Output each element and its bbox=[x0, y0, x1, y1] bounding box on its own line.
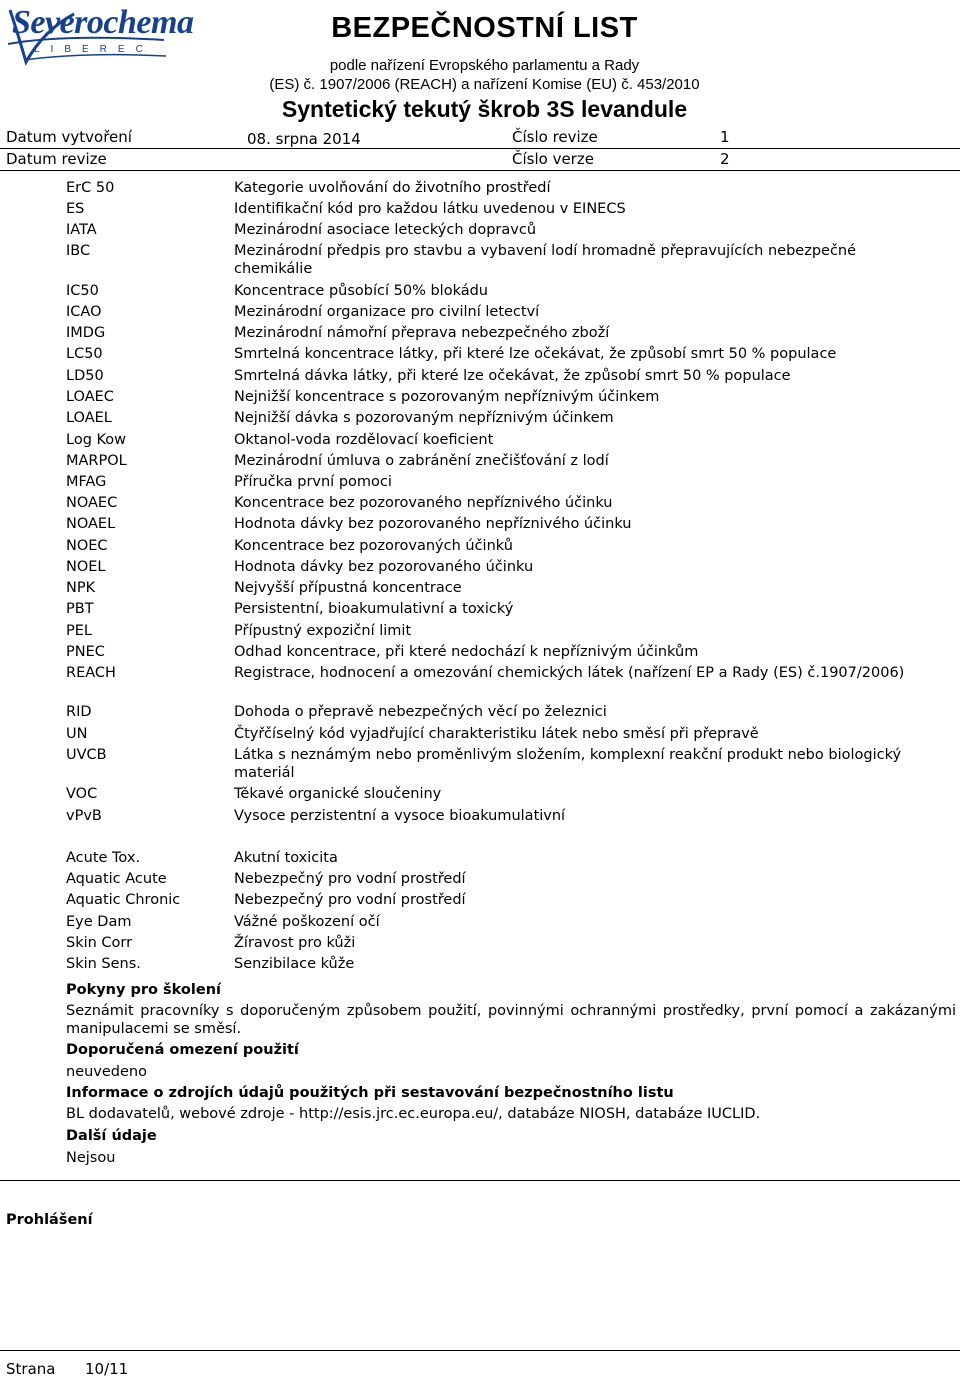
abbr-key: ICAO bbox=[66, 304, 102, 320]
hazard-value: Senzibilace kůže bbox=[234, 956, 355, 972]
hazard-value: Žíravost pro kůži bbox=[234, 935, 356, 951]
abbr-value: Smrtelná koncentrace látky, při které lze očekávat, že způsobí smrt 50 % populace bbox=[234, 346, 837, 362]
abbr-value: Persistentní, bioakumulativní a toxický bbox=[234, 601, 514, 617]
abbr-key: vPvB bbox=[66, 808, 102, 824]
created-label: Datum vytvoření bbox=[6, 128, 132, 146]
abbr-key: NOEL bbox=[66, 559, 106, 575]
abbr-value: Hodnota dávky bez pozorovaného nepříznivého účinku bbox=[234, 516, 632, 532]
created-value: 08. srpna 2014 bbox=[247, 130, 361, 148]
abbr-key: NPK bbox=[66, 580, 96, 596]
logo-wordmark: Severochema bbox=[12, 4, 194, 41]
abbr-value: Nejvyšší přípustná koncentrace bbox=[234, 580, 462, 596]
abbr-key: MARPOL bbox=[66, 453, 127, 469]
declaration-heading: Prohlášení bbox=[6, 1212, 93, 1228]
hazard-key: Aquatic Chronic bbox=[66, 892, 181, 908]
abbr-value: Nejnižší koncentrace s pozorovaným nepříznivým účinkem bbox=[234, 389, 660, 405]
abbr-value: Nejnižší dávka s pozorovaným nepříznivým účinkem bbox=[234, 410, 614, 426]
abbr-key: VOC bbox=[66, 786, 98, 802]
hazard-key: Aquatic Acute bbox=[66, 871, 167, 887]
abbr-value: Koncentrace působící 50% blokádu bbox=[234, 283, 488, 299]
abbr-key: REACH bbox=[66, 665, 116, 681]
abbr-value: Smrtelná dávka látky, při které lze očekávat, že způsobí smrt 50 % populace bbox=[234, 368, 791, 384]
revision-number-value: 1 bbox=[720, 128, 730, 146]
abbr-key: ErC 50 bbox=[66, 180, 115, 196]
abbr-value: Čtyřčíselný kód vyjadřující charakteristiku látek nebo směsí při přepravě bbox=[234, 726, 759, 742]
abbr-value: Odhad koncentrace, při které nedochází k nepříznivým účinkům bbox=[234, 644, 699, 660]
abbr-value: Mezinárodní námořní přeprava nebezpečného zboží bbox=[234, 325, 610, 341]
abbr-value: Koncentrace bez pozorovaného nepříznivého účinku bbox=[234, 495, 613, 511]
abbr-key: Log Kow bbox=[66, 432, 127, 448]
other-info-text: Nejsou bbox=[66, 1150, 116, 1166]
abbr-key: UN bbox=[66, 726, 88, 742]
regulation-line-1: podle nařízení Evropského parlamentu a Rady bbox=[329, 57, 640, 74]
header-divider-2 bbox=[0, 170, 960, 171]
page-number: 10/11 bbox=[85, 1360, 129, 1378]
abbr-key: RID bbox=[66, 704, 92, 720]
abbr-value: Látka s neznámým nebo proměnlivým složením, komplexní reakční produkt nebo biologický materiál bbox=[234, 747, 902, 781]
abbr-value: Hodnota dávky bez pozorovaného účinku bbox=[234, 559, 534, 575]
abbr-value: Mezinárodní úmluva o zabránění znečišťování z lodí bbox=[234, 453, 609, 469]
abbr-key: NOAEL bbox=[66, 516, 116, 532]
declaration-divider bbox=[0, 1180, 960, 1181]
abbr-value: Oktanol-voda rozdělovací koeficient bbox=[234, 432, 494, 448]
abbr-value: Registrace, hodnocení a omezování chemických látek (nařízení EP a Rady (ES) č.1907/2006) bbox=[234, 665, 905, 681]
abbr-value: Kategorie uvolňování do životního prostředí bbox=[234, 180, 551, 196]
sources-heading: Informace o zdrojích údajů použitých při sestavování bezpečnostního listu bbox=[66, 1085, 674, 1101]
abbr-key: NOEC bbox=[66, 538, 108, 554]
product-name: Syntetický tekutý škrob 3S levandule bbox=[281, 96, 688, 122]
abbr-key: PEL bbox=[66, 623, 92, 639]
abbr-value: Identifikační kód pro každou látku uvedenou v EINECS bbox=[234, 201, 626, 217]
page-label: Strana bbox=[6, 1360, 56, 1378]
company-logo bbox=[4, 4, 194, 74]
abbr-value: Dohoda o přepravě nebezpečných věcí po železnici bbox=[234, 704, 607, 720]
abbr-value: Vysoce perzistentní a vysoce bioakumulativní bbox=[234, 808, 566, 824]
document-title: BEZPEČNOSTNÍ LIST bbox=[331, 12, 638, 44]
training-text: Seznámit pracovníky s doporučeným způsobem použití, povinnými ochrannými prostředky, první pomocí a zakázanými manipulacemi se směsí. bbox=[66, 1003, 956, 1037]
restrictions-heading: Doporučená omezení použití bbox=[66, 1042, 299, 1058]
hazard-key: Acute Tox. bbox=[66, 850, 141, 866]
abbr-value: Příručka první pomoci bbox=[234, 474, 392, 490]
hazard-key: Skin Corr bbox=[66, 935, 133, 951]
restrictions-text: neuvedeno bbox=[66, 1064, 147, 1080]
hazard-value: Nebezpečný pro vodní prostředí bbox=[234, 871, 466, 887]
abbr-key: UVCB bbox=[66, 747, 107, 763]
abbr-value: Koncentrace bez pozorovaných účinků bbox=[234, 538, 513, 554]
abbr-key: IBC bbox=[66, 243, 91, 259]
revision-number-label: Číslo revize bbox=[512, 128, 598, 146]
abbr-key: LOAEL bbox=[66, 410, 112, 426]
abbr-value: Mezinárodní asociace leteckých dopravců bbox=[234, 222, 537, 238]
abbr-value: Mezinárodní organizace pro civilní letectví bbox=[234, 304, 540, 320]
regulation-line-2: (ES) č. 1907/2006 (REACH) a nařízení Komise (EU) č. 453/2010 bbox=[269, 76, 700, 93]
abbr-key: PNEC bbox=[66, 644, 105, 660]
abbr-key: PBT bbox=[66, 601, 94, 617]
abbr-value: Mezinárodní předpis pro stavbu a vybavení lodí hromadně přepravujících nebezpečné chemikálie bbox=[234, 243, 857, 277]
abbr-key: ES bbox=[66, 201, 85, 217]
hazard-value: Vážné poškození očí bbox=[234, 914, 380, 930]
header-divider-1 bbox=[0, 148, 960, 149]
abbr-key: LC50 bbox=[66, 346, 103, 362]
version-value: 2 bbox=[720, 150, 730, 168]
sources-text: BL dodavatelů, webové zdroje - http://esis.jrc.ec.europa.eu/, databáze NIOSH, databáze IUCLID. bbox=[66, 1106, 761, 1122]
abbr-key: MFAG bbox=[66, 474, 107, 490]
abbr-value: Přípustný expoziční limit bbox=[234, 623, 412, 639]
abbr-key: NOAEC bbox=[66, 495, 118, 511]
logo-city: LIBEREC bbox=[34, 44, 154, 55]
hazard-key: Skin Sens. bbox=[66, 956, 141, 972]
abbr-key: IMDG bbox=[66, 325, 106, 341]
abbr-key: LOAEC bbox=[66, 389, 114, 405]
hazard-value: Nebezpečný pro vodní prostředí bbox=[234, 892, 466, 908]
revision-date-label: Datum revize bbox=[6, 150, 107, 168]
abbr-key: IC50 bbox=[66, 283, 99, 299]
training-heading: Pokyny pro školení bbox=[66, 982, 221, 998]
version-label: Číslo verze bbox=[512, 150, 594, 168]
abbr-key: IATA bbox=[66, 222, 97, 238]
footer-divider bbox=[0, 1350, 960, 1351]
abbr-key: LD50 bbox=[66, 368, 104, 384]
hazard-value: Akutní toxicita bbox=[234, 850, 338, 866]
other-info-heading: Další údaje bbox=[66, 1128, 157, 1144]
abbr-value: Těkavé organické sloučeniny bbox=[234, 786, 442, 802]
hazard-key: Eye Dam bbox=[66, 914, 132, 930]
